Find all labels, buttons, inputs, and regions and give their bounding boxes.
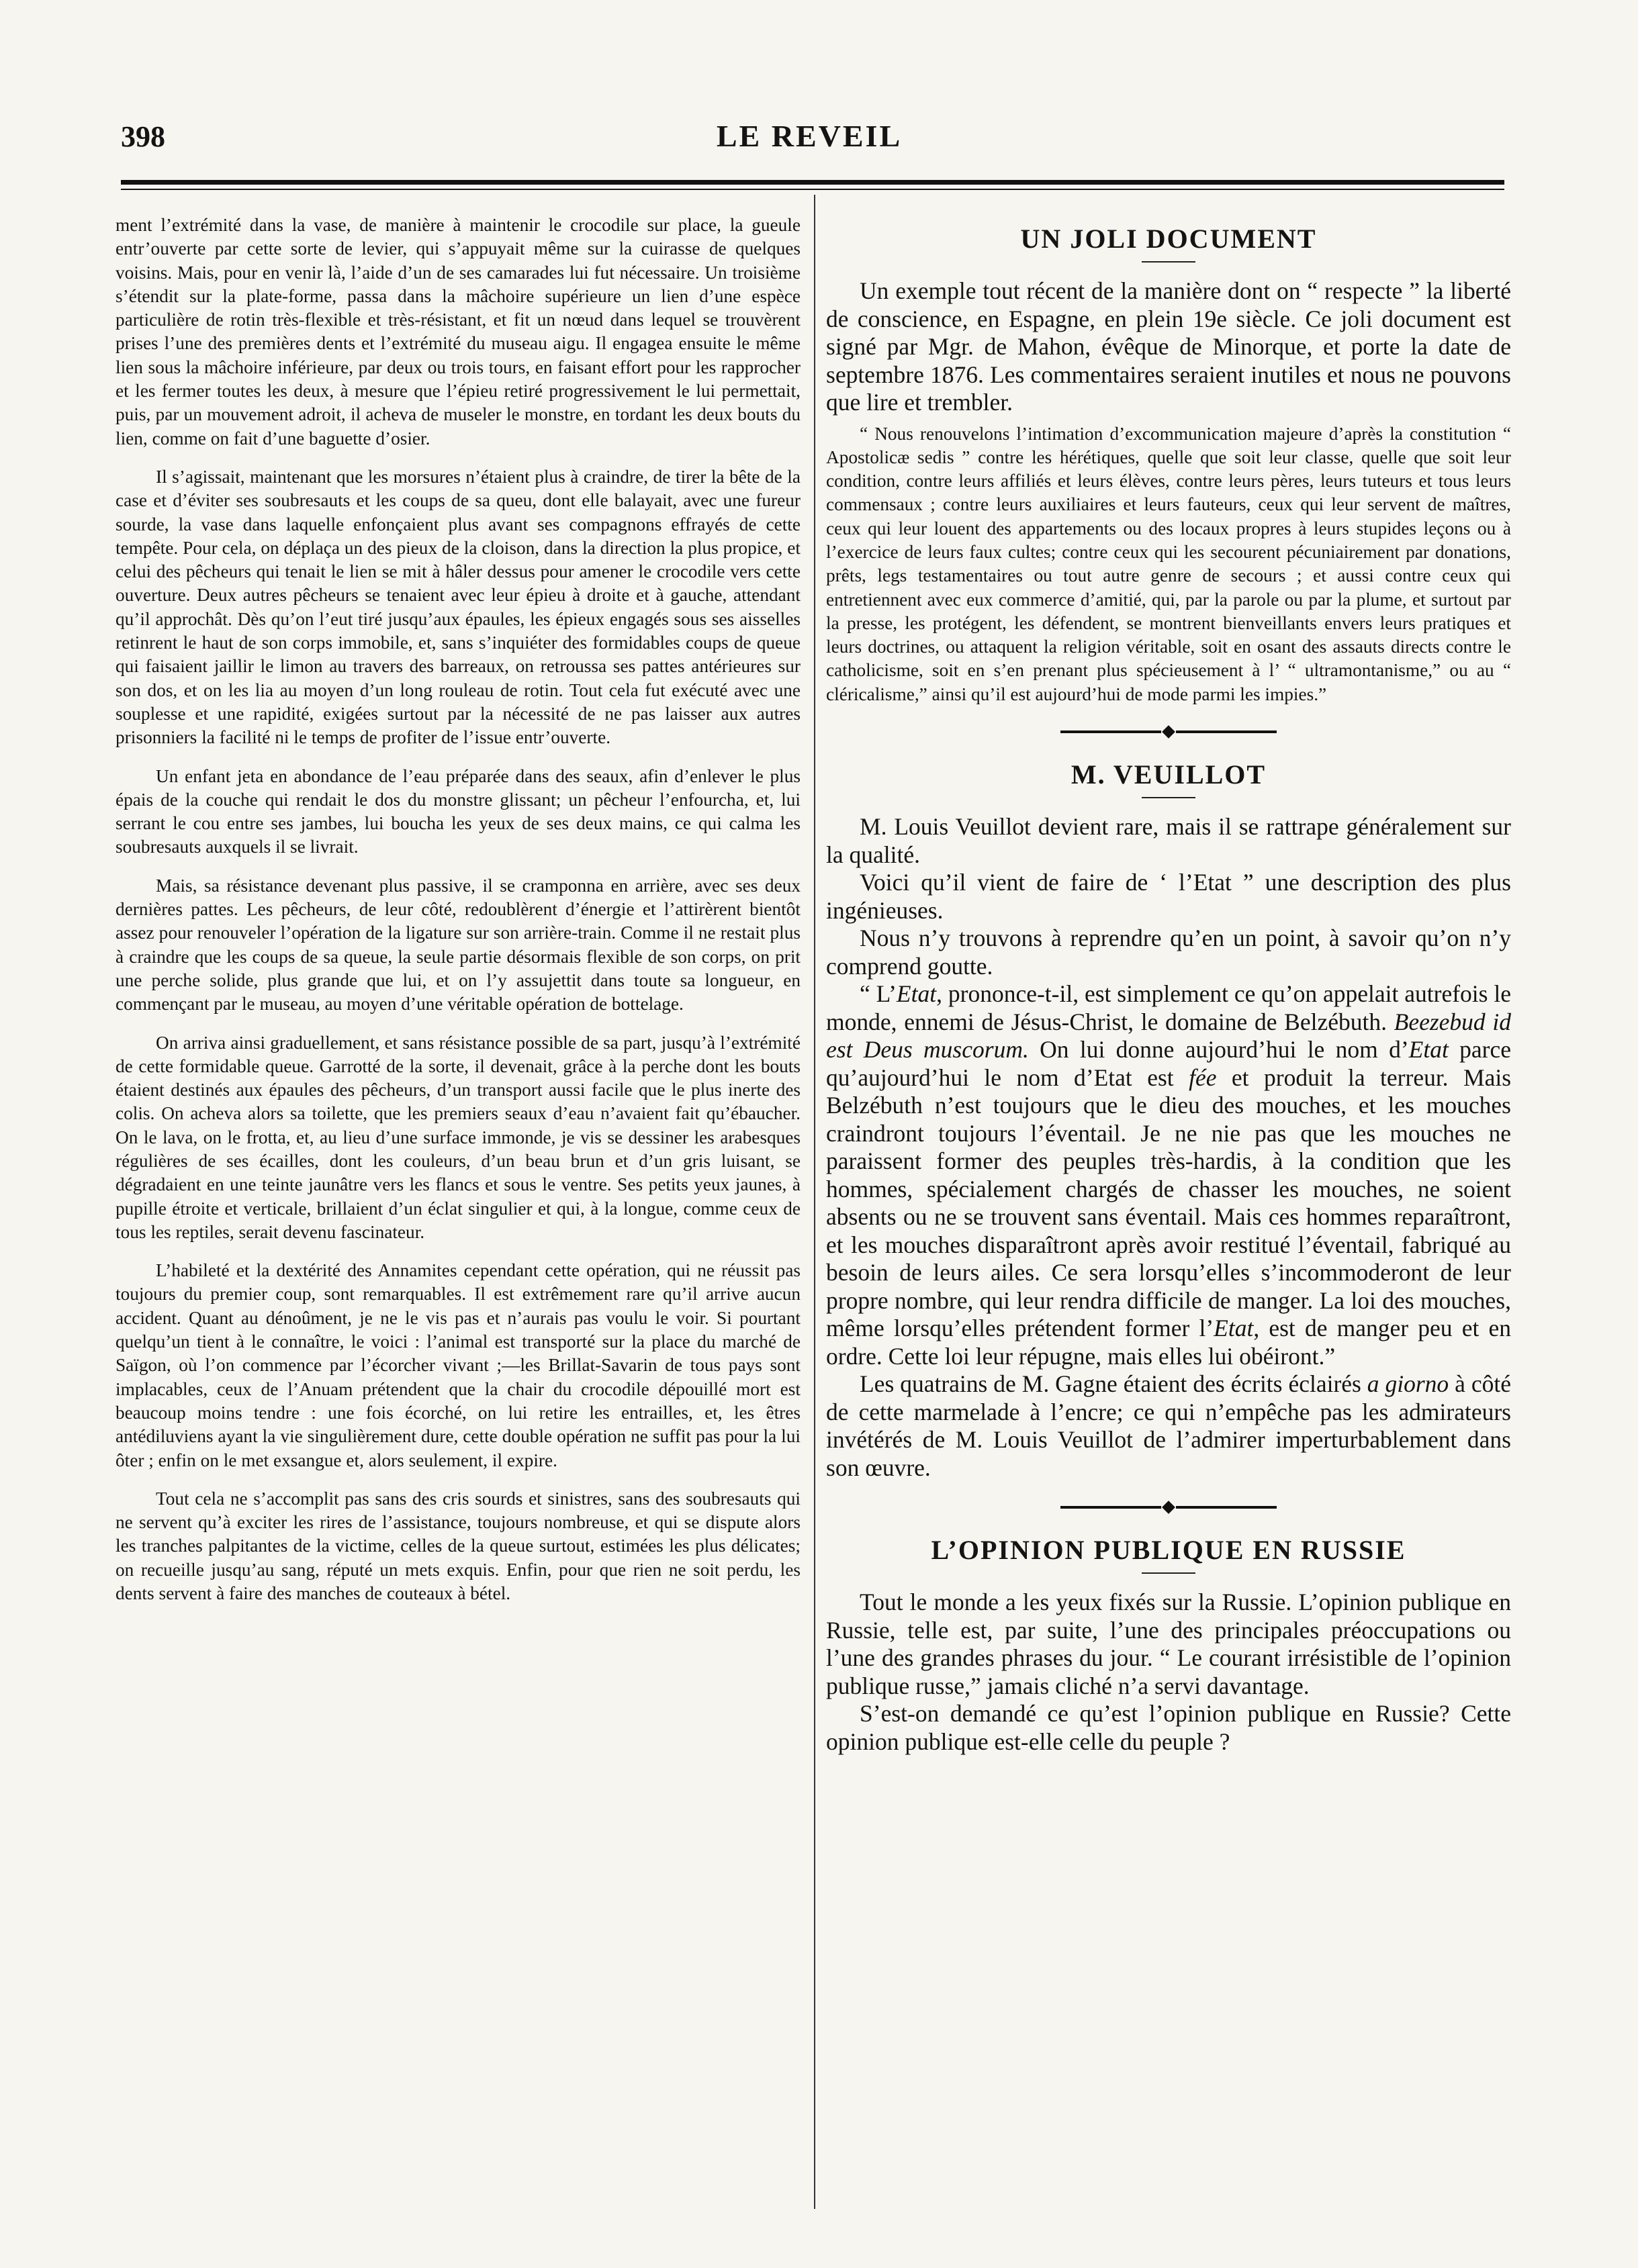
paragraph: S’est-on demandé ce qu’est l’opinion publique en Russie? Cette opinion publique est-elle celle du peuple ? <box>826 1700 1511 1755</box>
paragraph: ment l’extrémité dans la vase, de manière à maintenir le crocodile sur place, la gueule entr’ouverte par cette sorte de levier, qui s’appuyait même sur la cuirasse de quelques voisins. Mais, pour en venir là, l’aide d’un de ses camarades lui fut nécessaire. Un troisième s’étendit sur la plate-forme, passa dans la mâchoire supérieure un lien d’une espèce particulière de rotin très-flexible et très-résistant, et fit un nœud dans lequel se trouvèrent prises l’une des premières dents et l’extrémité du museau aigu. Il engagea ensuite le même lien sous la mâchoire inférieure, par deux ou trois tours, en faisant effort pour les rapprocher et les fermer toutes les deux, à mesure que l’épieu retiré progressivement le lui permettait, puis, par un mouvement adroit, il acheva de museler le monstre, en tordant les deux bouts du lien, comme on fait d’une baguette d’osier. <box>116 215 801 448</box>
title-rule <box>1142 261 1195 263</box>
article-body <box>826 277 1511 417</box>
header-rule-thin <box>121 189 1504 190</box>
article-body <box>826 1589 1511 1756</box>
column-divider <box>814 195 815 2209</box>
section-ornament <box>826 1501 1511 1514</box>
paragraph: Tout le monde a les yeux fixés sur la Russie. L’opinion publique en Russie, telle est, par suite, l’une des principales préoccupations ou l’une des grandes phrases du jour. “ Le courant irrésistible de l’opinion publique russe,” jamais cliché n’a servi davantage. <box>826 1589 1511 1699</box>
article-title: M. VEUILLOT <box>1071 759 1267 790</box>
page-number: 398 <box>121 120 165 153</box>
paragraph: “ L’Etat, prononce-t-il, est simplement ce qu’on appelait autrefois le monde, ennemi de Jésus-Christ, le domaine de Belzébuth. Beezebud id est Deus muscorum. On lui donne aujourd’hui le nom d’Etat parce qu’aujourd’hui le nom d’Etat est fée et produit la terreur. Mais Belzébuth n’est toujours que le dieu des mouches, et les mouches craindront toujours l’éventail. Je ne nie pas que les mouches ne paraissent former des peuples très-hardis, à la condition que les hommes, spécialement chargés de chasser les mouches, ne soient absents ou ne se trouvent sans éventail. Mais ces hommes reparaîtront, et les mouches disparaîtront après avoir restitué l’éventail, fabriqué au besoin de leurs ailes. Ce sera lorsqu’elles s’incommoderont de leur propre nombre, qui leur rendra difficile de manger. La loi des mouches, même lorsqu’elles prétendent former l’Etat, est de manger peu et en ordre. Cette loi leur répugne, mais elles lui obéiront.” <box>826 980 1512 1370</box>
paragraph: Mais, sa résistance devenant plus passive, il se cramponna en arrière, avec ses deux dernières pattes. Les pêcheurs, de leur côté, redoublèrent d’énergie et l’attirèrent bientôt assez pour renouveler l’opération de la ligature sur son arrière-train. Comme il ne restait plus à craindre que les coups de sa queue, la seule partie désormais flexible de son corps, on prit une perche solide, plus grande que lui, et on l’y assujettit dans toute sa longueur, en commençant par le museau, au moyen d’une véritable opération de bottelage. <box>116 875 801 1014</box>
paragraph: L’habileté et la dextérité des Annamites cependant cette opération, qui ne réussit pas toujours du premier coup, sont remarquables. Il est extrêmement rare qu’il arrive aucun accident. Quant au dénoûment, je ne le vis pas et n’aurais pas voulu le voir. Si pourtant quelqu’un tient à le connaître, le voici : l’animal est transporté sur la place du marché de Saïgon, où l’on commence par l’écorcher vivant ;—les Brillat-Savarin de tous pays sont implacables, ceux de l’Anuam prétendent que la chair du crocodile dépouillé mort est beaucoup moins tendre : une fois écorché, on lui retire les entrailles, et, les êtres antédiluviens ayant la vie singulièrement dure, cette double opération ne suffit pas pour la lui ôter ; enfin on le met exsangue et, alors seulement, il expire. <box>116 1260 801 1470</box>
article-un-joli-document <box>826 223 1511 706</box>
paragraph: Les quatrains de M. Gagne étaient des écrits éclairés a giorno à côté de cette marmelade à l’encre; ce qui n’empêche pas les admirateurs invétérés de M. Louis Veuillot de l’admirer imperturbablement dans son œuvre. <box>826 1370 1511 1481</box>
paragraph: “ Nous renouvelons l’intimation d’excommunication majeure d’après la constitution “ Apostolicæ sedis ” contre les hérétiques, quelle que soit leur classe, quelle que soit leur condition, contre leurs affiliés et leurs élèves, contre leurs pères, leurs tuteurs et tous leurs commensaux ; contre leurs auxiliaires et leurs fauteurs, ceux qui leur servent de maîtres, ceux qui leur louent des appartements ou des locaux propres à leurs stupides leçons ou à l’exercice de leurs faux cultes; contre ceux qui les secourent pécuniairement par donations, prêts, legs testamentaires ou tout autre genre de secours ; et aussi contre ceux qui entretiennent avec eux commerce d’amitié, qui, par la parole ou par la plume, et surtout par la presse, les protégent, les défendent, se montrent bienveillants envers leurs pratiques et leurs doctrines, ou attaquent la religion véritable, soit en osant des assauts directs contre le catholicisme, soit en s’en prenant plus spécieusement à l’ “ ultramontanisme,” ou au “ cléricalisme,” ainsi qu’il est aujourd’hui de mode parmi les impies.” <box>826 423 1511 704</box>
header-rule <box>121 180 1504 185</box>
article-title: L’OPINION PUBLIQUE EN RUSSIE <box>931 1535 1406 1566</box>
paragraph: M. Louis Veuillot devient rare, mais il se rattrape généralement sur la qualité. <box>826 813 1511 868</box>
article-m-veuillot <box>826 759 1511 1482</box>
paragraph: Un enfant jeta en abondance de l’eau préparée dans des seaux, afin d’enlever le plus épais de la couche qui rendait le dos du monstre glissant; un pêcheur l’enfourcha, et, lui serrant le cou entre ses jambes, lui boucha les yeux de ses deux mains, ce qui calma les soubresauts auxquels il se livrait. <box>116 765 801 857</box>
paragraph: Nous n’y trouvons à reprendre qu’en un point, à savoir qu’on n’y comprend goutte. <box>826 925 1511 980</box>
section-ornament <box>826 725 1511 739</box>
page-header <box>114 113 1504 167</box>
quotation <box>826 422 1511 707</box>
paragraph: Voici qu’il vient de faire de ‘ l’Etat ” une description des plus ingénieuses. <box>826 869 1511 924</box>
right-column <box>826 214 1511 1756</box>
paragraph: Un exemple tout récent de la manière dont on “ respecte ” la liberté de conscience, en Espagne, en plein 19e siècle. Ce joli document est signé par Mgr. de Mahon, évêque de Minorque, et porte la date de septembre 1876. Les commentaires seraient inutiles et nous ne pouvons que lire et trembler. <box>826 277 1511 416</box>
article-opinion-publique <box>826 1534 1511 1756</box>
paragraph: Tout cela ne s’accomplit pas sans des cris sourds et sinistres, sans des soubresauts qui ne servent qu’à exciter les rires de l’assistance, toujours nombreuse, et qui se dispute alors les tranches palpitantes de la victime, celles de la queue surtout, estimées les plus délicates; on recueille jusqu’au sang, réputé un mets exquis. Enfin, pour que rien ne soit perdu, les dents servent à faire des manches de couteaux à bétel. <box>116 1488 801 1604</box>
paragraph: Il s’agissait, maintenant que les morsures n’étaient plus à craindre, de tirer la bête de la case et d’éviter ses soubresauts et les coups de sa queu, dont elle balayait, avec une fureur sourde, la vase dans laquelle enfonçaient plus avant ses compagnons effrayés de cette tempête. Pour cela, on déplaça un des pieux de la cloison, dans la direction la plus propice, et celui des pêcheurs qui tenait le lien se mit à hâler dessus pour amener le crocodile vers cette ouverture. Deux autres pêcheurs se tenaient avec leur épieu à droite et à gauche, attendant qu’il approchât. Dès qu’on l’eut tiré jusqu’aux épaules, les épieux engagés sous ses aisselles retinrent le haut de son corps immobile, et, sans s’inquiéter des formidables coups de queue qui faisaient jaillir le limon au travers des barreaux, on retroussa ses pattes antérieures sur son dos, et on les lia au moyen d’un long rouleau de rotin. Tout cela fut exécuté avec une souplesse et une rapidité, exigées surtout par la nécessité de ne pas laisser aux autres prisonniers la facilité ni le temps de profiter de l’issue entr’ouverte. <box>116 466 801 748</box>
paragraph: On arriva ainsi graduellement, et sans résistance possible de sa part, jusqu’à l’extrémité de cette formidable queue. Garrotté de la sorte, il devenait, grâce à la perche dont les bouts étaient destinés aux épaules des pêcheurs, d’un transport aussi facile que le plus inerte des colis. On acheva alors sa toilette, que les premiers seaux d’eau n’avaient fait qu’ébaucher. On le lava, on le frotta, et, au lieu d’une surface immonde, je vis se dessiner les arabesques régulières de ses écailles, dont les couleurs, d’un beau brun et d’un gris luisant, se dégradaient en une teinte jaunâtre vers les flancs et sous le ventre. Ses petits yeux jaunes, à pupille étroite et verticale, brillaient d’un éclat singulier et qui, à la longue, comme ceux de tous les reptiles, serait devenu fascinateur. <box>116 1032 801 1242</box>
left-column <box>116 214 801 1620</box>
running-title: LE REVEIL <box>716 119 903 153</box>
title-rule <box>1142 1572 1195 1574</box>
article-title: UN JOLI DOCUMENT <box>1020 224 1317 254</box>
title-rule <box>1142 797 1195 798</box>
article-body <box>826 813 1511 1482</box>
